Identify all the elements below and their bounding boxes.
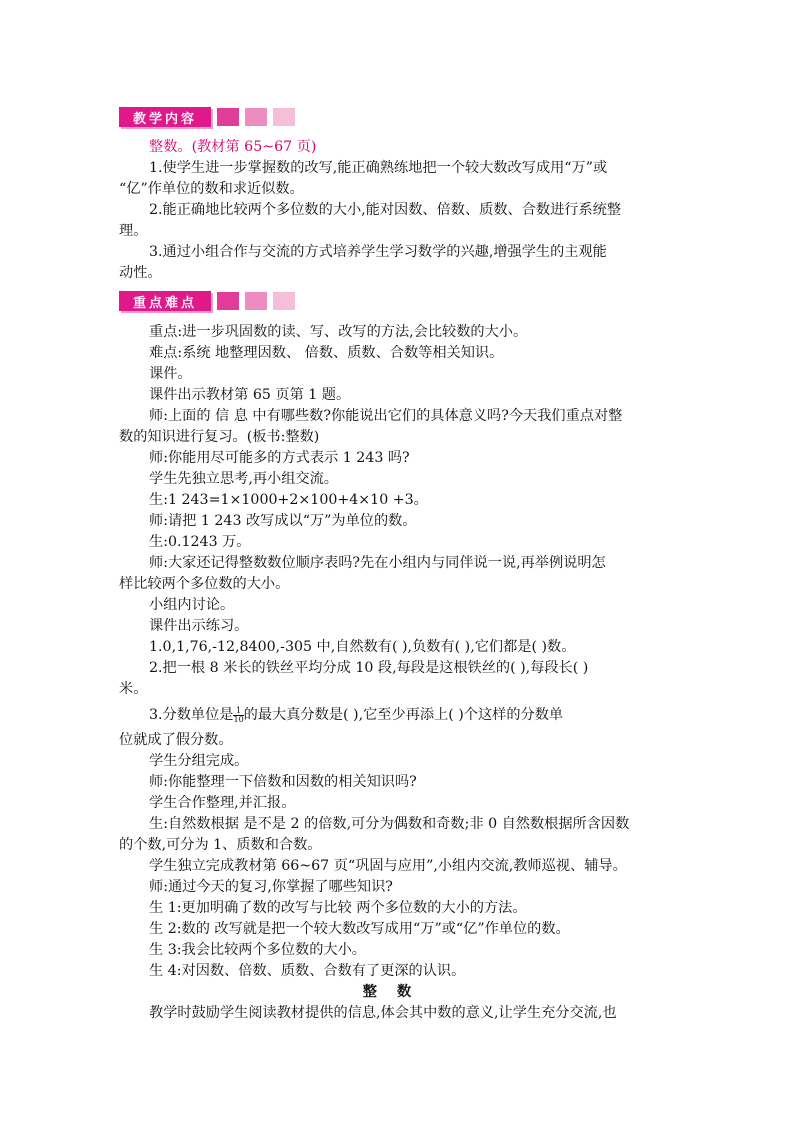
exercise-3-cont: 位就成了假分数。 (119, 732, 233, 748)
body-line: 师:你能整理一下倍数和因数的相关知识吗? (149, 774, 417, 790)
body-line: 生:1 243=1×1000+2×100+4×10 +3。 (149, 492, 428, 508)
body-line: 生 4:对因数、倍数、质数、合数有了更深的认识。 (149, 963, 466, 979)
section-label-key: 重点难点 (119, 291, 211, 311)
exercise-3-pre: 3.分数单位是 (149, 707, 234, 723)
body-line: 学生独立完成教材第 66~67 页“巩固与应用”,小组内交流,教师巡视、辅导。 (149, 858, 627, 874)
goal-line: 动性。 (119, 265, 162, 281)
goal-line: “亿”作单位的数和求近似数。 (119, 181, 304, 197)
decor-square (273, 292, 295, 310)
decor-square (217, 108, 239, 126)
body-line: 课件。 (149, 366, 192, 382)
goal-line: 1.使学生进一步掌握数的改写,能正确熟练地把一个较大数改写成用“万”或 (149, 160, 608, 176)
body-line: 课件出示教材第 65 页第 1 题。 (149, 387, 351, 403)
body-line: 生 3:我会比较两个多位数的大小。 (149, 942, 366, 958)
fraction-numerator: 1 (236, 705, 242, 715)
body-line: 师:通过今天的复习,你掌握了哪些知识? (149, 879, 393, 895)
board-title: 整数 (362, 984, 432, 1000)
content-title: 整数。(教材第 65~67 页) (149, 139, 317, 155)
body-line: 生 2:数的 改写就是把一个较大数改写成用“万”或“亿”作单位的数。 (149, 921, 570, 937)
fraction-denominator: 10 (233, 714, 244, 724)
body-line: 课件出示练习。 (149, 618, 249, 634)
body-line: 生 1:更加明确了数的改写与比较 两个多位数的大小的方法。 (149, 900, 527, 916)
body-line: 数的知识进行复习。(板书:整数) (119, 429, 320, 445)
goal-line: 3.通过小组合作与交流的方式培养学生学习数学的兴趣,增强学生的主观能 (149, 244, 607, 260)
body-line: 学生先独立思考,再小组交流。 (149, 471, 338, 487)
body-line: 教学时鼓励学生阅读教材提供的信息,体会其中数的意义,让学生充分交流,也 (149, 1005, 617, 1021)
lesson-body (119, 322, 675, 1024)
body-line: 师:上面的 信 息 中有哪些数?你能说出它们的具体意义吗?今天我们重点对整 (149, 408, 623, 424)
body-line: 师:大家还记得整数数位顺序表吗?先在小组内与同伴说一说,再举例说明怎 (149, 555, 606, 571)
body-line: 生:0.1243 万。 (149, 534, 251, 550)
body-line: 重点:进一步巩固数的读、写、改写的方法,会比较数的大小。 (149, 324, 528, 340)
exercise-3 (119, 700, 675, 730)
body-line: 师:请把 1 243 改写成以“万”为单位的数。 (149, 513, 417, 529)
exercise-2-cont: 米。 (119, 681, 148, 697)
body-line: 难点:系统 地整理因数、 倍数、质数、合数等相关知识。 (149, 345, 504, 361)
section-label-content: 教学内容 (119, 107, 211, 127)
goal-line: 理。 (119, 223, 148, 239)
body-line: 学生分组完成。 (149, 753, 249, 769)
body-line: 小组内讨论。 (149, 597, 235, 613)
section-banner-key (119, 291, 295, 311)
body-line: 的个数,可分为 1、质数和合数。 (119, 837, 322, 853)
exercise-2: 2.把一根 8 米长的铁丝平均分成 10 段,每段是这根铁丝的( ),每段长( ) (149, 660, 589, 676)
body-line: 样比较两个多位数的大小。 (119, 576, 290, 592)
fraction-one-tenth (233, 707, 243, 724)
body-line: 学生合作整理,并汇报。 (149, 795, 296, 811)
goal-line: 2.能正确地比较两个多位数的大小,能对因数、倍数、质数、合数进行系统整 (149, 202, 622, 218)
decor-square (245, 292, 267, 310)
body-line: 生:自然数根据 是不是 2 的倍数,可分为偶数和奇数;非 0 自然数根据所含因数 (149, 816, 630, 832)
content-block (119, 137, 675, 284)
body-line: 师:你能用尽可能多的方式表示 1 243 吗? (149, 450, 410, 466)
section-banner-content (119, 107, 295, 127)
exercise-1: 1.0,1,76,-12,8400,-305 中,自然数有( ),负数有( ),它们都是( )数。 (149, 639, 576, 655)
decor-square (217, 292, 239, 310)
decor-square (245, 108, 267, 126)
exercise-3-post: 的最大真分数是( ),它至少再添上( )个这样的分数单 (243, 707, 564, 723)
decor-square (273, 108, 295, 126)
